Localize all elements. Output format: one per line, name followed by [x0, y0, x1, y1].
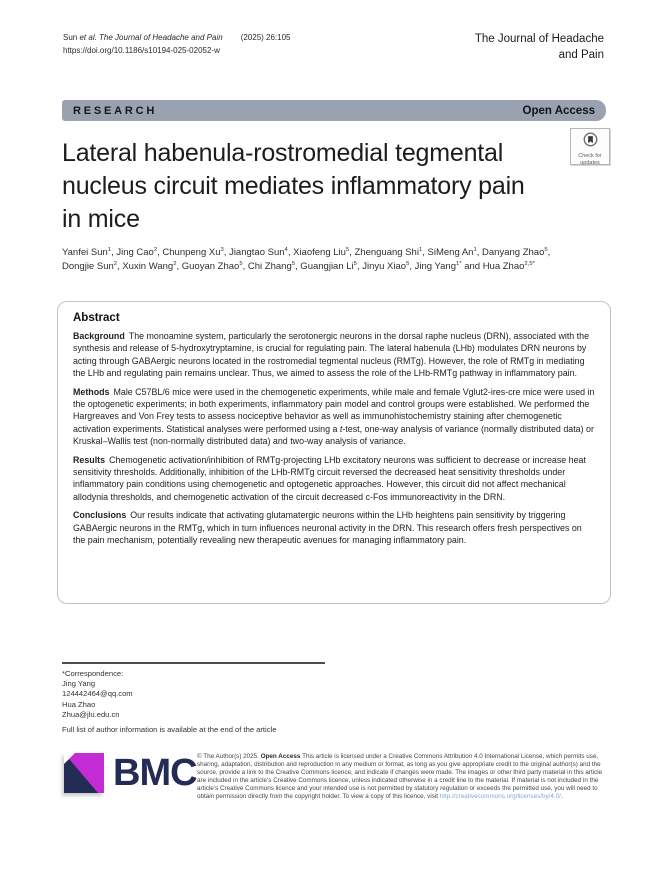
abstract-conclusions-paragraph: Conclusions Our results indicate that activating glutamatergic neurons within the LHb heightens pain sensitivity by triggering GABAergic neurons in the RMTg, which in turn influences neuronal activity in the DRN. This research offers fresh perspectives on the pain mechanism, potentially revealing new therapeutic avenues for managing inflammatory pain.	[73, 510, 582, 546]
check-for-updates-badge[interactable]	[570, 128, 610, 165]
article-title-line1: Lateral habenula-rostromedial tegmental	[62, 139, 504, 167]
citation-line	[63, 31, 291, 44]
article-title-line2: nucleus circuit mediates inflammatory pain	[62, 172, 525, 200]
license-url-link[interactable]: http://creativecommons.org/licenses/by/4.0/	[439, 792, 561, 800]
abstract-heading: Abstract	[73, 312, 120, 324]
author-info-note: Full list of author information is available at the end of the article	[62, 725, 277, 734]
citation-text: Sun et al. The Journal of Headache and Pain	[63, 33, 223, 42]
correspondence-label: *Correspondence:	[62, 669, 124, 678]
correspondence-name-1: Jing Yang	[62, 679, 96, 689]
author-list-line2: Dongjie Sun$^2$, Xuxin Wang$^2$, Guoyan Zhao$^5$, Chi Zhang$^5$, Guangjian Li$^5$, Jinyu Xiao$^5$, Jing Yang$^{1*}$ and Hua Zhao$^{2,5*}$	[62, 260, 535, 272]
abstract-methods-paragraph: Methods Male C57BL/6 mice were used in the chemogenetic experiments, while male and female Vglut2-ires-cre mice were used in the optogenetic experiments; in both experiments, inflammatory pain model and control groups were established. We performed the Hargreaves and Von Frey tests to assess nociceptive behavior as well as immunohistochemistry staining after chemogenetic activation experiments. Statistical analyses were performed using a t-test, one-way analysis of variance (normally distributed data) or Kruskal–Wallis test (non-normally distributed data) and two-way analysis of variance.	[73, 386, 595, 447]
journal-name-line1: The Journal of Headache	[474, 33, 604, 45]
bmc-logo-icon	[64, 753, 104, 793]
journal-name	[475, 31, 604, 63]
open-access-label: Open Access	[522, 104, 595, 117]
article-type-banner	[62, 100, 606, 121]
article-title-line3: in mice	[62, 205, 140, 233]
correspondence-email-1: 124442464@qq.com	[62, 689, 133, 699]
footnote-divider	[62, 662, 325, 664]
correspondence-email-2: Zhua@jlu.edu.cn	[62, 709, 120, 719]
doi-text: https://doi.org/10.1186/s10194-025-02052-w	[63, 46, 220, 55]
abstract-results-paragraph: Results Chemogenetic activation/inhibition of RMTg-projecting LHb excitatory neurons was sufficient to decrease or increase heat sensitivity thresholds. Additionally, inhibition of the LHb-RMTg circuit reversed the decreased heat sensitivity thresholds under inflammatory pain conditions using chemogenetic and optogenetic approaches. However, this circuit did not affect mechanical allodynia thresholds, and chemogenetic activation of the circuit decreased c-Fos immunoreactivity in the DRN.	[73, 454, 586, 502]
correspondence-block	[62, 669, 133, 720]
license-text	[197, 753, 613, 800]
crossmark-bookmark-icon	[583, 132, 598, 152]
journal-name-line2: and Pain	[558, 49, 604, 61]
bmc-logo	[64, 753, 197, 793]
article-type-label: RESEARCH	[73, 104, 158, 117]
article-title	[62, 137, 525, 236]
abstract-box	[57, 301, 611, 604]
bmc-logo-text: BMC	[113, 752, 197, 794]
check-badge-label: Check for updates	[578, 153, 602, 166]
license-rich-text: © The Author(s) 2025. Open Access This article is licensed under a Creative Commons Attribution 4.0 International License, which permits use, sharing, adaptation, distribution and reproduction in any medium or format, as long as you give appropriate credit to the original author(s) and the source, provide a link to the Creative Commons licence, and indicate if changes were made. The images or other third party material in this article are included in the article’s Creative Commons licence, unless indicated otherwise in a credit line to the material. If material is not included in the article’s Creative Commons licence and your intended use is not permitted by statutory regulation or exceeds the permitted use, you will need to obtain permission directly from the copyright holder. To view a copy of this licence, visit http://creativecommons.org/licenses/by/4.0/.	[197, 753, 603, 800]
running-head	[63, 31, 291, 57]
author-list-line1: Yanfei Sun$^1$, Jing Cao$^2$, Chunpeng Xu$^3$, Jiangtao Sun$^4$, Xiaofeng Liu$^5$, Zhenguang Shi$^1$, SiMeng An$^1$, Danyang Zhao$^5$,	[62, 246, 551, 258]
author-list	[62, 246, 608, 274]
correspondence-name-2: Hua Zhao	[62, 699, 96, 709]
abstract-background-paragraph: Background The monoamine system, particularly the serotonergic neurons in the dorsal raphe nucleus (DRN), associated with the synthesis and release of 5-hydroxytryptamine, is crucial for regulating pain. The lateral habenula (LHb) modulates DRN neurons by acting through GABAergic neurons located in the rostromedial tegmental nucleus (RMTg). However, the role of RMTg in mediating the LHb and regulating pain remains unclear. Thus, we aimed to assess the role of the LHb-RMTg pathway in inflammatory pain.	[73, 331, 590, 379]
citation-volume: (2025) 26:105	[240, 33, 291, 42]
